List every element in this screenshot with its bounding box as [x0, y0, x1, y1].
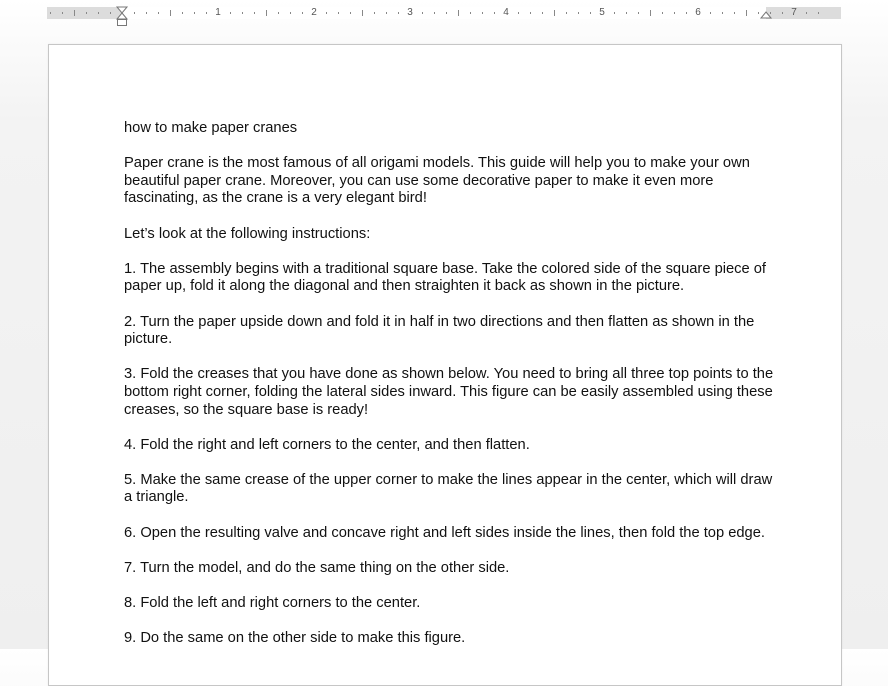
right-indent-marker[interactable]	[760, 7, 772, 19]
paragraph[interactable]: 6. Open the resulting valve and concave right and left sides inside the lines, then fold the top edge.	[124, 524, 765, 541]
ruler-number: 2	[311, 7, 317, 18]
paragraph[interactable]: 1. The assembly begins with a traditional square base. Take the colored side of the square piece of paper up, fold it along the diagonal and then straighten it back as shown in the picture.	[124, 260, 771, 295]
paragraph[interactable]: 3. Fold the creases that you have done as shown below. You need to bring all three top points to the bottom right corner, folding the lateral sides inward. This figure can be easily assembled using these creases, so the square base is ready!	[124, 366, 778, 418]
paragraph[interactable]: 2. Turn the paper upside down and fold it in half in two directions and then flatten as shown in the picture.	[124, 313, 759, 348]
paragraph[interactable]: 5. Make the same crease of the upper corner to make the lines appear in the center, which will draw a triangle.	[124, 471, 777, 506]
left-indent-marker[interactable]	[116, 7, 128, 27]
right-indent-icon[interactable]	[761, 12, 771, 18]
document-page[interactable]	[48, 44, 842, 686]
paragraph[interactable]: 4. Fold the right and left corners to the center, and then flatten.	[124, 436, 530, 453]
ruler-number: 6	[695, 7, 701, 18]
document-body[interactable]	[124, 120, 784, 665]
left-indent-box-icon[interactable]	[118, 20, 127, 26]
paragraph[interactable]: 8. Fold the left and right corners to the center.	[124, 595, 421, 612]
hanging-indent-icon[interactable]	[117, 13, 127, 19]
ruler-ticks	[47, 7, 841, 19]
ruler-number: 1	[215, 7, 221, 18]
ruler-number: 7	[791, 7, 797, 18]
paragraph[interactable]: Let’s look at the following instructions:	[124, 225, 371, 242]
horizontal-ruler[interactable]	[47, 7, 841, 19]
paragraph[interactable]: 9. Do the same on the other side to make this figure.	[124, 630, 466, 647]
document-title-line[interactable]: how to make paper cranes	[124, 120, 298, 136]
first-line-indent-icon[interactable]	[117, 7, 127, 13]
ruler-number: 5	[599, 7, 605, 18]
paragraph[interactable]: Paper crane is the most famous of all origami models. This guide will help you to make your own beautiful paper crane. Moreover, you can use some decorative paper to make it even more fascinating, as the crane is a very elegant bird!	[124, 155, 754, 207]
ruler-number: 3	[407, 7, 413, 18]
paragraph[interactable]: 7. Turn the model, and do the same thing on the other side.	[124, 559, 510, 576]
ruler-number: 4	[503, 7, 509, 18]
